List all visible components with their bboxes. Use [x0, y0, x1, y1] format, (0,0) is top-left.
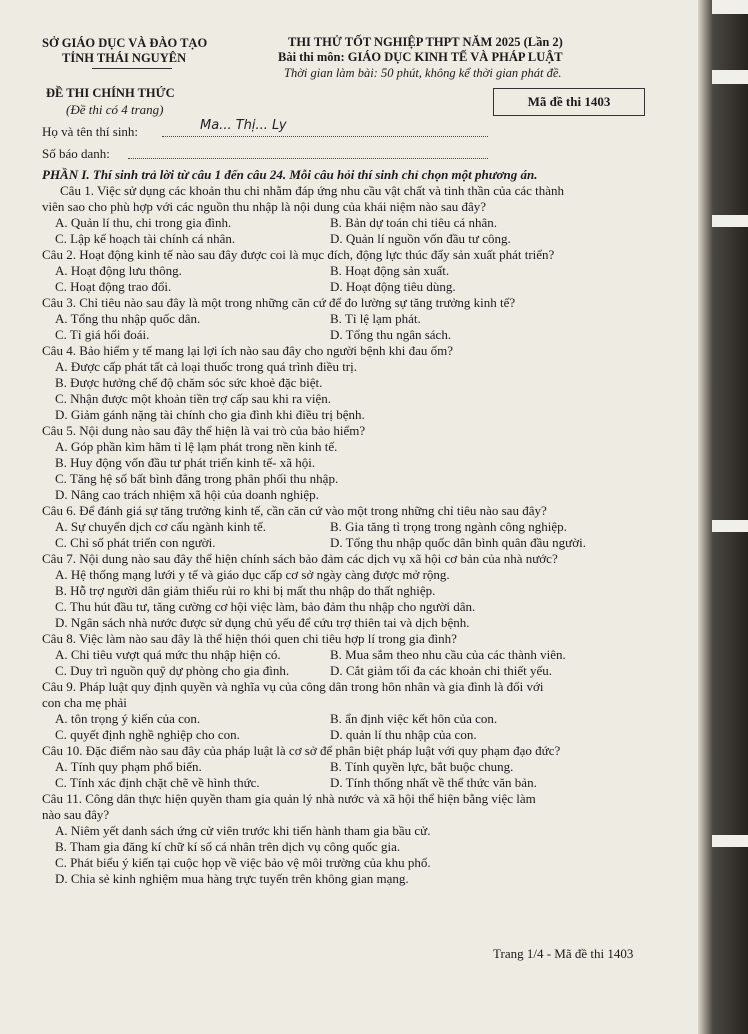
q2-option-a: A. Hoạt động lưu thông.: [55, 263, 182, 278]
q5-option-d: D. Nâng cao trách nhiệm xã hội của doanh nghiệp.: [55, 487, 319, 502]
q4-option-d: D. Giảm gánh nặng tài chính cho gia đình khi điều trị bệnh.: [55, 407, 365, 422]
background-strip-d: [712, 835, 748, 847]
q3-option-b: B. Tỉ lệ lạm phát.: [330, 311, 421, 326]
background-strip-a: [712, 70, 748, 84]
q9-stem: Câu 9. Pháp luật quy định quyền và nghĩa vụ của công dân trong hôn nhân và gia đình là đối với: [42, 679, 544, 694]
q6-option-d: D. Tổng thu nhập quốc dân bình quân đầu người.: [330, 535, 586, 550]
q8-option-d: D. Cắt giảm tối đa các khoản chi thiết yếu.: [330, 663, 553, 678]
q9-option-d: D. quản lí thu nhập của con.: [330, 727, 477, 742]
q10-option-a: A. Tính quy phạm phổ biến.: [55, 759, 202, 774]
dept-line1: SỞ GIÁO DỤC VÀ ĐÀO TẠO: [42, 36, 208, 50]
q11-option-a: A. Niêm yết danh sách ứng cử viên trước khi tiến hành tham gia bầu cử.: [55, 823, 431, 838]
q2-stem: Câu 2. Hoạt động kinh tế nào sau đây được coi là mục đích, động lực thúc đẩy sản xuất phát triển?: [42, 247, 555, 262]
q8-option-a: A. Chi tiêu vượt quá mức thu nhập hiện có.: [55, 647, 281, 662]
q10-stem: Câu 10. Đặc điểm nào sau đây của pháp luật là cơ sở để phân biệt pháp luật với quy phạm đạo đức?: [42, 743, 561, 758]
q1-option-b: B. Bản dự toán chi tiêu cá nhân.: [330, 215, 497, 230]
q1-stem: Câu 1. Việc sử dụng các khoản thu chi nhằm đáp ứng nhu cầu vật chất và tinh thần của các thành: [60, 183, 565, 198]
q1-stem-cont: viên sao cho phù hợp với các nguồn thu nhập là nội dung của khái niệm nào sau đây?: [42, 199, 487, 214]
q10-option-d: D. Tính thống nhất về thể thức văn bản.: [330, 775, 537, 790]
name-label: Họ và tên thí sinh:: [42, 124, 139, 139]
q6-stem: Câu 6. Để đánh giá sự tăng trưởng kinh tế, cần căn cứ vào một trong những chỉ tiêu nào sau đây?: [42, 503, 547, 518]
q5-option-a: A. Góp phần kìm hãm tỉ lệ lạm phát trong nền kinh tế.: [55, 439, 338, 454]
background-strip-b: [712, 215, 748, 227]
q8-option-c: C. Duy trì nguồn quỹ dự phòng cho gia đình.: [55, 663, 290, 678]
q11-stem-cont: nào sau đây?: [42, 807, 110, 822]
exam-subject: Bài thi môn: GIÁO DỤC KINH TẾ VÀ PHÁP LUẬT: [278, 50, 563, 64]
page-edge-shadow: [698, 0, 748, 1034]
q7-option-a: A. Hệ thống mạng lưới y tế và giáo dục cấp cơ sở ngày càng được mở rộng.: [55, 567, 450, 582]
exam-code-box: Mã đề thi 1403: [493, 88, 645, 116]
q4-option-a: A. Được cấp phát tất cả loại thuốc trong quá trình điều trị.: [55, 359, 357, 374]
exam-time: Thời gian làm bài: 50 phút, không kể thời gian phát đề.: [284, 66, 562, 80]
q5-stem: Câu 5. Nội dung nào sau đây thể hiện là vai trò của bảo hiểm?: [42, 423, 366, 438]
q6-option-b: B. Gia tăng tỉ trọng trong ngành công nghiệp.: [330, 519, 567, 534]
q6-option-c: C. Chỉ số phát triển con người.: [55, 535, 216, 550]
q7-option-b: B. Hỗ trợ người dân giảm thiểu rủi ro khi bị mất thu nhập do thất nghiệp.: [55, 583, 436, 598]
q7-option-d: D. Ngân sách nhà nước được sử dụng chủ yếu để cứu trợ thiên tai và dịch bệnh.: [55, 615, 470, 630]
q1-option-c: C. Lập kế hoạch tài chính cá nhân.: [55, 231, 236, 246]
q11-option-b: B. Tham gia đăng kí chữ kí số cá nhân trên dịch vụ công quốc gia.: [55, 839, 401, 854]
q7-option-c: C. Thu hút đầu tư, tăng cường cơ hội việc làm, bảo đảm thu nhập cho người dân.: [55, 599, 476, 614]
q4-option-c: C. Nhận được một khoản tiền trợ cấp sau khi ra viện.: [55, 391, 332, 406]
q11-option-c: C. Phát biểu ý kiến tại cuộc họp về việc bảo vệ môi trường của khu phố.: [55, 855, 431, 870]
background-strip-c: [712, 520, 748, 532]
q10-option-b: B. Tính quyền lực, bắt buộc chung.: [330, 759, 514, 774]
q11-stem: Câu 11. Công dân thực hiện quyền tham gia quản lý nhà nước và xã hội thể hiện bằng việc làm: [42, 791, 536, 806]
q3-stem: Câu 3. Chỉ tiêu nào sau đây là một trong những căn cứ để đo lường sự tăng trưởng kinh tế?: [42, 295, 516, 310]
q9-option-a: A. tôn trọng ý kiến của con.: [55, 711, 201, 726]
name-handwriting: Ma... Thị... Ly: [200, 118, 287, 133]
q8-option-b: B. Mua sắm theo nhu cầu của các thành viên.: [330, 647, 566, 662]
q9-stem-cont: con cha mẹ phải: [42, 695, 127, 710]
dept-line2: TỈNH THÁI NGUYÊN: [62, 51, 187, 65]
q9-option-c: C. quyết định nghề nghiệp cho con.: [55, 727, 240, 742]
part-instruction: PHẦN I. Thí sinh trả lời từ câu 1 đến câu 24. Mỗi câu hỏi thí sinh chỉ chọn một phương án.: [42, 167, 538, 182]
id-dotted-line: [128, 146, 488, 159]
q3-option-c: C. Tỉ giá hối đoái.: [55, 327, 150, 342]
q5-option-b: B. Huy động vốn đầu tư phát triển kinh tế- xã hội.: [55, 455, 316, 470]
q2-option-b: B. Hoạt động sản xuất.: [330, 263, 450, 278]
q7-stem: Câu 7. Nội dung nào sau đây thể hiện chính sách bảo đảm các dịch vụ xã hội cơ bản của nhà nước?: [42, 551, 558, 566]
q1-option-a: A. Quản lí thu, chi trong gia đình.: [55, 215, 232, 230]
exam-title: THI THỬ TỐT NGHIỆP THPT NĂM 2025 (Lần 2): [288, 35, 563, 49]
official-label: ĐỀ THI CHÍNH THỨC: [46, 86, 175, 100]
q4-stem: Câu 4. Bảo hiểm y tế mang lại lợi ích nào sau đây cho người bệnh khi đau ốm?: [42, 343, 454, 358]
q6-option-a: A. Sự chuyển dịch cơ cấu ngành kinh tế.: [55, 519, 267, 534]
background-strip-top: [712, 0, 748, 14]
q2-option-c: C. Hoạt động trao đổi.: [55, 279, 172, 294]
q10-option-c: C. Tính xác định chặt chẽ về hình thức.: [55, 775, 260, 790]
id-label: Số báo danh:: [42, 146, 110, 161]
q8-stem: Câu 8. Việc làm nào sau đây là thể hiện thói quen chi tiêu hợp lí trong gia đình?: [42, 631, 457, 646]
dept-underline: [92, 68, 172, 69]
q3-option-a: A. Tổng thu nhập quốc dân.: [55, 311, 201, 326]
q1-option-d: D. Quản lí nguồn vốn đầu tư công.: [330, 231, 511, 246]
q2-option-d: D. Hoạt động tiêu dùng.: [330, 279, 456, 294]
q11-option-d: D. Chia sẻ kinh nghiệm mua hàng trực tuyến trên không gian mạng.: [55, 871, 409, 886]
q4-option-b: B. Được hưởng chế độ chăm sóc sức khoẻ đặc biệt.: [55, 375, 323, 390]
q3-option-d: D. Tổng thu ngân sách.: [330, 327, 452, 342]
q9-option-b: B. ẩn định việc kết hôn của con.: [330, 711, 498, 726]
q5-option-c: C. Tăng hệ số bất bình đẳng trong phân phối thu nhập.: [55, 471, 339, 486]
page-footer: Trang 1/4 - Mã đề thi 1403: [493, 946, 634, 961]
page-count: (Đề thi có 4 trang): [66, 102, 164, 117]
